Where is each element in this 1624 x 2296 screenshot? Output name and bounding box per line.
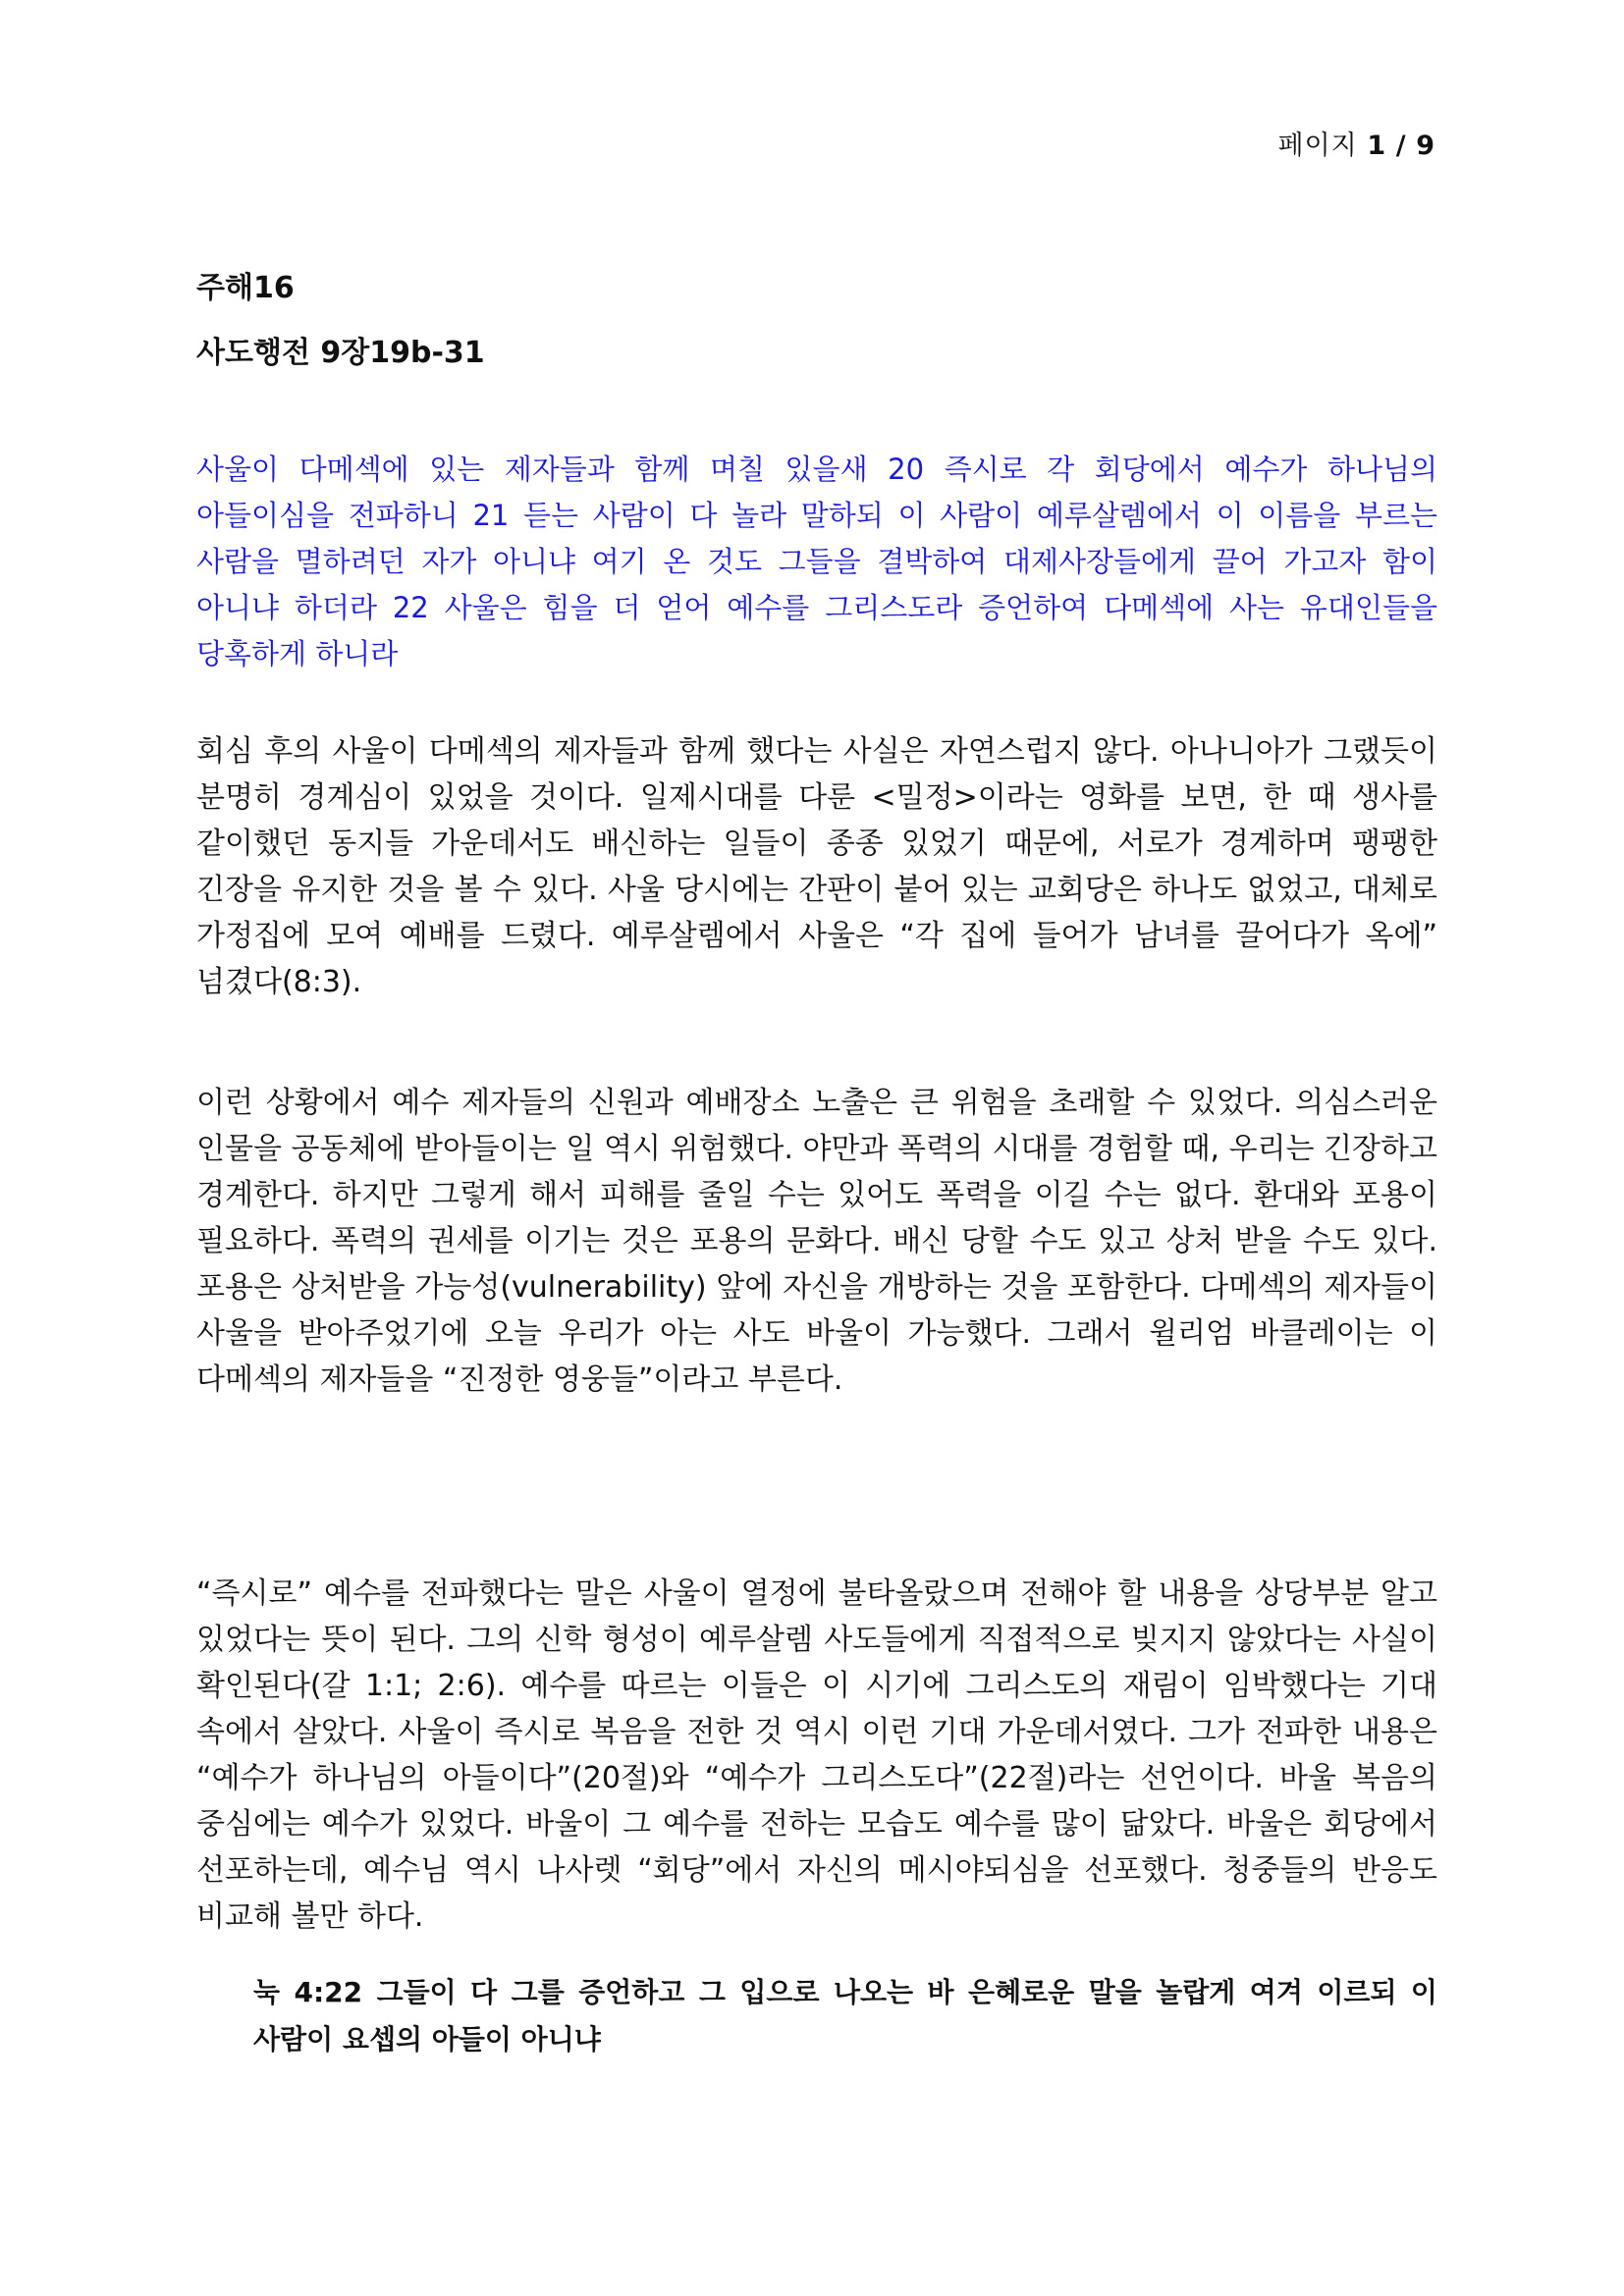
page-number-separator: /	[1395, 131, 1407, 161]
body-paragraph: 이런 상황에서 예수 제자들의 신원과 예배장소 노출은 큰 위험을 초래할 수 있었다. 의심스러운 인물을 공동체에 받아들이는 일 역시 위험했다. 야만과 폭력의 시대를 경험할 때, 우리는 긴장하고 경계한다. 하지만 그렇게 해서 피해를 줄일 수는 있어도 폭력을 이길 수는 없다. 환대와 포용이 필요하다. 폭력의 권세를 이기는 것은 포용의 문화다. 배신 당할 수도 있고 상처 받을 수도 있다. 포용은 상처받을 가능성(vulnerability) 앞에 자신을 개방하는 것을 포함한다. 다메섹의 제자들이 사울을 받아주었기에 오늘 우리가 아는 사도 바울이 가능했다. 그래서 윌리엄 바클레이는 이 다메섹의 제자들을 “진정한 영웅들”이라고 부른다.	[196, 1086, 1437, 1397]
body-paragraph: 회심 후의 사울이 다메섹의 제자들과 함께 했다는 사실은 자연스럽지 않다. 아나니아가 그랬듯이 분명히 경계심이 있었을 것이다. 일제시대를 다룬 <밀정>이라는 영화를 보면, 한 때 생사를 같이했던 동지들 가운데서도 배신하는 일들이 종종 있었기 때문에, 서로가 경계하며 팽팽한 긴장을 유지한 것을 볼 수 있다. 사울 당시에는 간판이 붙어 있는 교회당은 하나도 없었고, 대체로 가정집에 모여 예배를 드렸다. 예루살렘에서 사울은 “각 집에 들어가 남녀를 끌어다가 옥에” 넘겼다(8:3).	[196, 734, 1437, 999]
passage-title: 사도행전 9장19b-31	[196, 336, 485, 370]
page-number-total: 9	[1416, 131, 1435, 161]
page-number	[1278, 124, 1436, 162]
body-paragraph: “즉시로” 예수를 전파했다는 말은 사울이 열정에 불타올랐으며 전해야 할 내용을 상당부분 알고 있었다는 뜻이 된다. 그의 신학 형성이 예루살렘 사도들에게 직접적으로 빚지지 않았다는 사실이 확인된다(갈 1:1; 2:6). 예수를 따르는 이들은 이 시기에 그리스도의 재림이 임박했다는 기대 속에서 살았다. 사울이 즉시로 복음을 전한 것 역시 이런 기대 가운데서였다. 그가 전파한 내용은 “예수가 하나님의 아들이다”(20절)와 “예수가 그리스도다”(22절)라는 선언이다. 바울 복음의 중심에는 예수가 있었다. 바울이 그 예수를 전하는 모습도 예수를 많이 닮았다. 바울은 회당에서 선포하는데, 예수님 역시 나사렛 “회당”에서 자신의 메시야되심을 선포했다. 청중들의 반응도 비교해 볼만 하다.	[196, 1576, 1437, 1934]
scripture-quote: 눅 4:22 그들이 다 그를 증언하고 그 입으로 나오는 바 은혜로운 말을 놀랍게 여겨 이르되 이 사람이 요셉의 아들이 아니냐	[253, 1976, 1437, 2056]
page-number-current: 1	[1367, 131, 1387, 161]
page-number-label: 페이지	[1277, 131, 1358, 161]
series-title: 주해16	[196, 271, 295, 305]
scripture-passage: 사울이 다메섹에 있는 제자들과 함께 며칠 있을새 20 즉시로 각 회당에서 예수가 하나님의 아들이심을 전파하니 21 듣는 사람이 다 놀라 말하되 이 사람이 예루살렘에서 이 이름을 부르는 사람을 멸하려던 자가 아니냐 여기 온 것도 그들을 결박하여 대제사장들에게 끌어 가고자 함이 아니냐 하더라 22 사울은 힘을 더 얻어 예수를 그리스도라 증언하여 다메섹에 사는 유대인들을 당혹하게 하니라	[196, 453, 1437, 670]
